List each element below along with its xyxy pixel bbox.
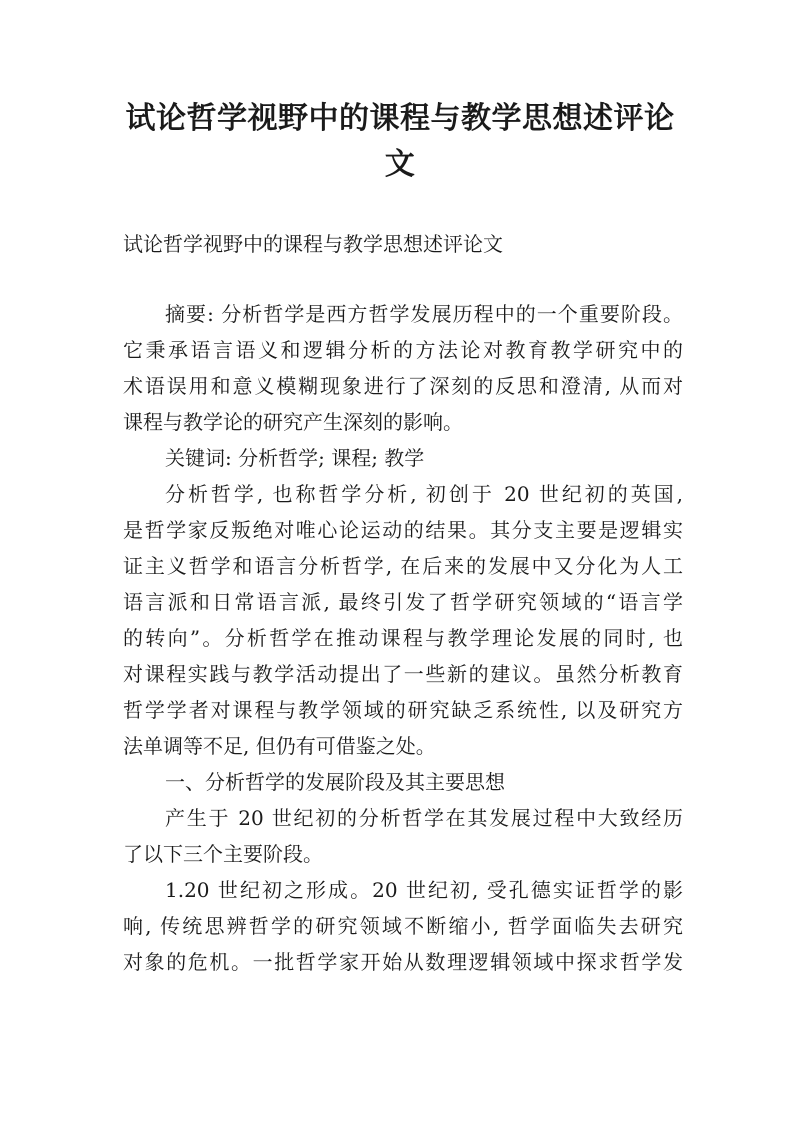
body-line: 分析哲学, 也称哲学分析, 初创于 20 世纪初的英国, [165, 482, 683, 506]
body-line: 语言派和日常语言派, 最终引发了哲学研究领域的“语言学 [123, 590, 683, 614]
body-line: 1.20 世纪初之形成。20 世纪初, 受孔德实证哲学的影 [165, 878, 683, 902]
body-line: 证主义哲学和语言分析哲学, 在后来的发展中又分化为人工 [123, 554, 683, 578]
body-line: 它秉承语言语义和逻辑分析的方法论对教育教学研究中的 [123, 338, 683, 362]
body-line: 对课程实践与教学活动提出了一些新的建议。虽然分析教育 [123, 662, 683, 686]
body-line: 了以下三个主要阶段。 [123, 842, 323, 866]
body-line: 产生于 20 世纪初的分析哲学在其发展过程中大致经历 [165, 806, 683, 830]
body-line: 一、分析哲学的发展阶段及其主要思想 [165, 770, 505, 794]
document-body [123, 296, 683, 980]
body-line: 摘要: 分析哲学是西方哲学发展历程中的一个重要阶段。 [165, 302, 683, 326]
title-line: 试论哲学视野中的课程与教学思想述评论 [125, 101, 675, 136]
body-line: 对象的危机。一批哲学家开始从数理逻辑领域中探求哲学发 [123, 950, 683, 974]
document-subtitle: 试论哲学视野中的课程与教学思想述评论文 [123, 232, 503, 256]
body-line: 的转向”。分析哲学在推动课程与教学理论发展的同时, 也 [123, 626, 683, 650]
body-line: 法单调等不足, 但仍有可借鉴之处。 [123, 734, 436, 758]
body-line: 关键词: 分析哲学; 课程; 教学 [165, 446, 425, 470]
body-line: 课程与教学论的研究产生深刻的影响。 [123, 410, 463, 434]
body-line: 术语误用和意义模糊现象进行了深刻的反思和澄清, 从而对 [123, 374, 683, 398]
title-line: 文 [384, 147, 416, 182]
body-line: 哲学学者对课程与教学领域的研究缺乏系统性, 以及研究方 [123, 698, 683, 722]
document-title [100, 96, 700, 188]
body-line: 是哲学家反叛绝对唯心论运动的结果。其分支主要是逻辑实 [123, 518, 683, 542]
body-line: 响, 传统思辨哲学的研究领域不断缩小, 哲学面临失去研究 [123, 914, 683, 938]
